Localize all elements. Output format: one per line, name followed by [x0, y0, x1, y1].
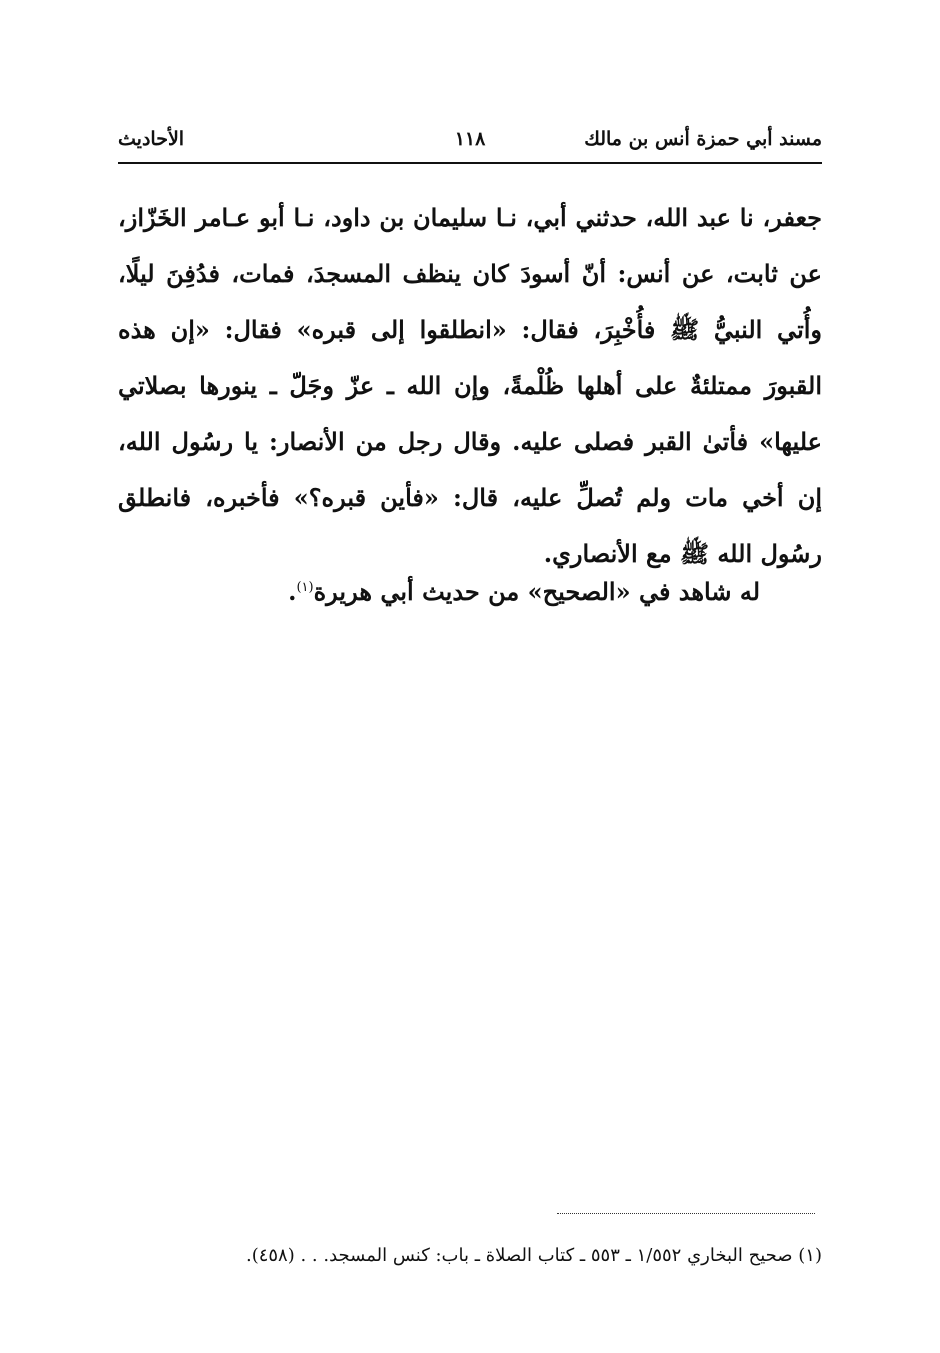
page-number: ١١٨ [454, 128, 486, 150]
header-book-title: مسند أبي حمزة أنس بن مالك [584, 128, 822, 150]
footnote-text: (١) صحيح البخاري ١/٥٥٢ ـ ٥٥٣ ـ كتاب الصلاة ـ باب: كنس المسجد. . . (٤٥٨). [245, 1245, 822, 1266]
footnote-marker[interactable]: (١) [296, 580, 314, 595]
hadith-paragraph: جعفر، نا عبد الله، حدثني أبي، نـا سليمان بن داود، نـا أبو عـامر الخَزّاز، عن ثابت، عن أنس: أنّ أسودَ كان ينظف المسجدَ، فمات، فدُفِنَ ليلًا، وأُتي النبيُّ ﷺ فأُخْبِرَ، فقال: «انطلقوا إلى قبره» فقال: «إن هذه القبورَ ممتلئةٌ على أهلها ظُلْمةً، وإن الله ـ عزّ وجَلّ ـ ينورها بصلاتي عليها» فأتىٰ القبر فصلى عليه. وقال رجل من الأنصار: يا رسُول الله، إن أخي مات ولم تُصلِّ عليه، قال: «فأين قبره؟» فأخبره، فانطلق رسُول الله ﷺ مع الأنصاري. [118, 203, 822, 568]
running-header [118, 122, 822, 162]
header-divider [118, 162, 822, 164]
footnote-divider [557, 1213, 815, 1214]
hadith-text [118, 190, 822, 582]
header-section-title: الأحاديث [118, 128, 185, 150]
testimony-text: له شاهد في «الصحيح» من حديث أبي هريرة [313, 577, 760, 606]
testimony-end: . [288, 577, 297, 606]
footnote [118, 1238, 822, 1274]
testimony-line [118, 560, 760, 620]
